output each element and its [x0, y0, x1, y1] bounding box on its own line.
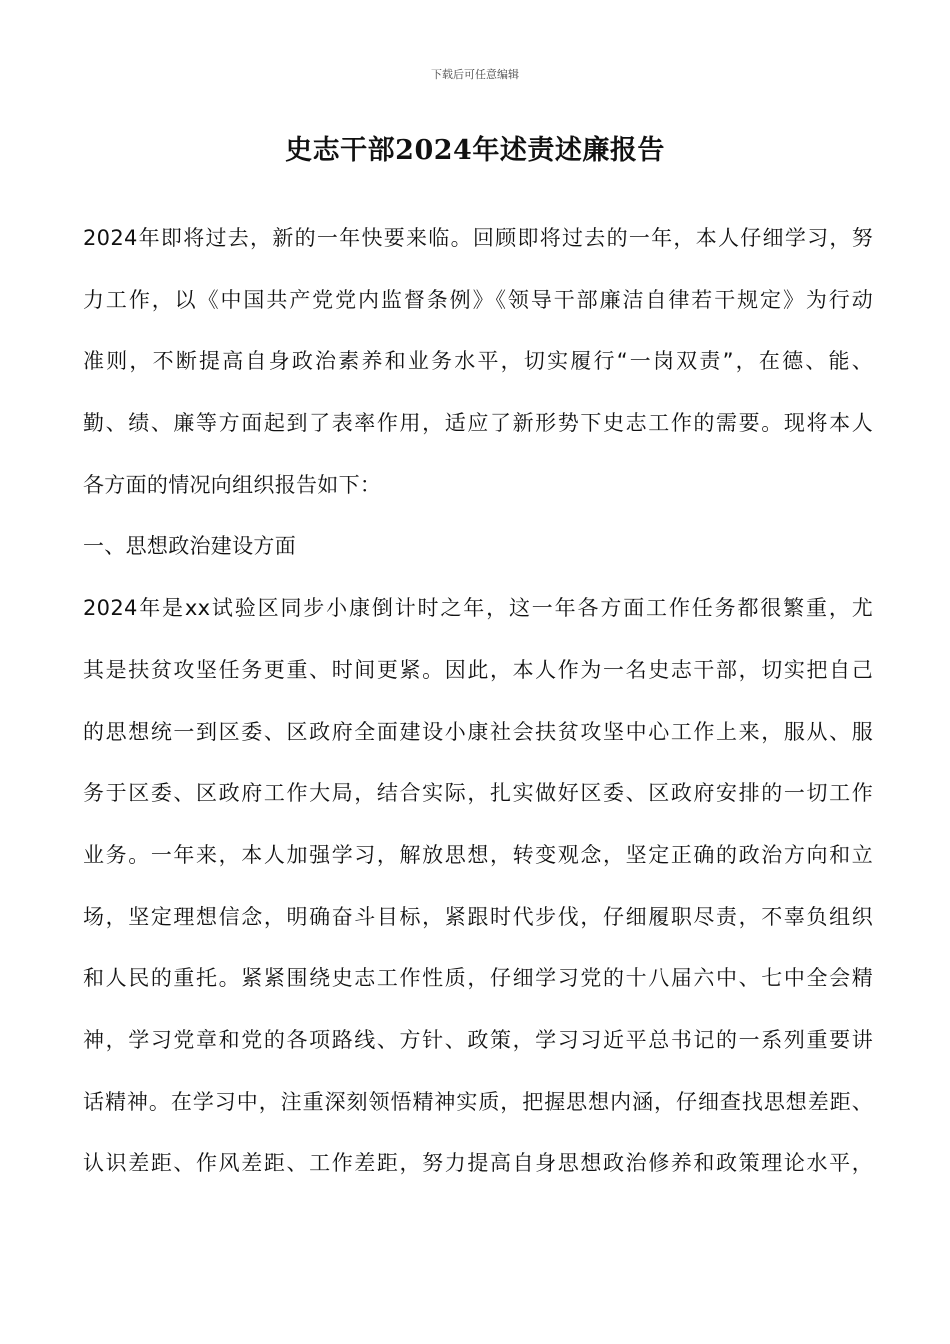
paragraph-line: 各方面的情况向组织报告如下：: [83, 472, 382, 497]
paragraph-line: 业务。一年来，本人加强学习，解放思想，转变观念，坚定正确的政治方向和立: [83, 842, 873, 867]
paragraph-line: 和人民的重托。紧紧围绕史志工作性质，仔细学习党的十八届六中、七中全会精: [83, 966, 873, 991]
paragraph-line: 其是扶贫攻坚任务更重、时间更紧。因此，本人作为一名史志干部，切实把自己: [83, 657, 873, 682]
section-heading: 一、思想政治建设方面: [83, 534, 296, 559]
document-title: 史志干部2024年述责述廉报告: [285, 135, 665, 166]
paragraph-line: 的思想统一到区委、区政府全面建设小康社会扶贫攻坚中心工作上来，服从、服: [83, 719, 873, 744]
paragraph-line: 场，坚定理想信念，明确奋斗目标，紧跟时代步伐，仔细履职尽责，不辜负组织: [83, 904, 873, 929]
paragraph-line: 2024年是xx试验区同步小康倒计时之年，这一年各方面工作任务都很繁重，尤: [83, 596, 873, 621]
paragraph-line: 力工作，以《中国共产党党内监督条例》《领导干部廉洁自律若干规定》为行动: [83, 287, 873, 312]
paragraph-line: 认识差距、作风差距、工作差距，努力提高自身思想政治修养和政策理论水平，: [83, 1151, 873, 1176]
paragraph-line: 话精神。在学习中，注重深刻领悟精神实质，把握思想内涵，仔细查找思想差距、: [83, 1089, 873, 1114]
paragraph-line: 勤、绩、廉等方面起到了表率作用，适应了新形势下史志工作的需要。现将本人: [83, 411, 873, 436]
document-body: [83, 220, 873, 1207]
paragraph-line: 2024年即将过去，新的一年快要来临。回顾即将过去的一年，本人仔细学习，努: [83, 226, 873, 250]
paragraph-line: 准则，不断提高自身政治素养和业务水平，切实履行“一岗双责”，在德、能、: [83, 349, 873, 374]
header-note: 下载后可任意编辑: [431, 68, 519, 81]
paragraph-line: 神，学习党章和党的各项路线、方针、政策，学习习近平总书记的一系列重要讲: [83, 1027, 873, 1052]
paragraph-line: 务于区委、区政府工作大局，结合实际，扎实做好区委、区政府安排的一切工作: [83, 781, 873, 806]
